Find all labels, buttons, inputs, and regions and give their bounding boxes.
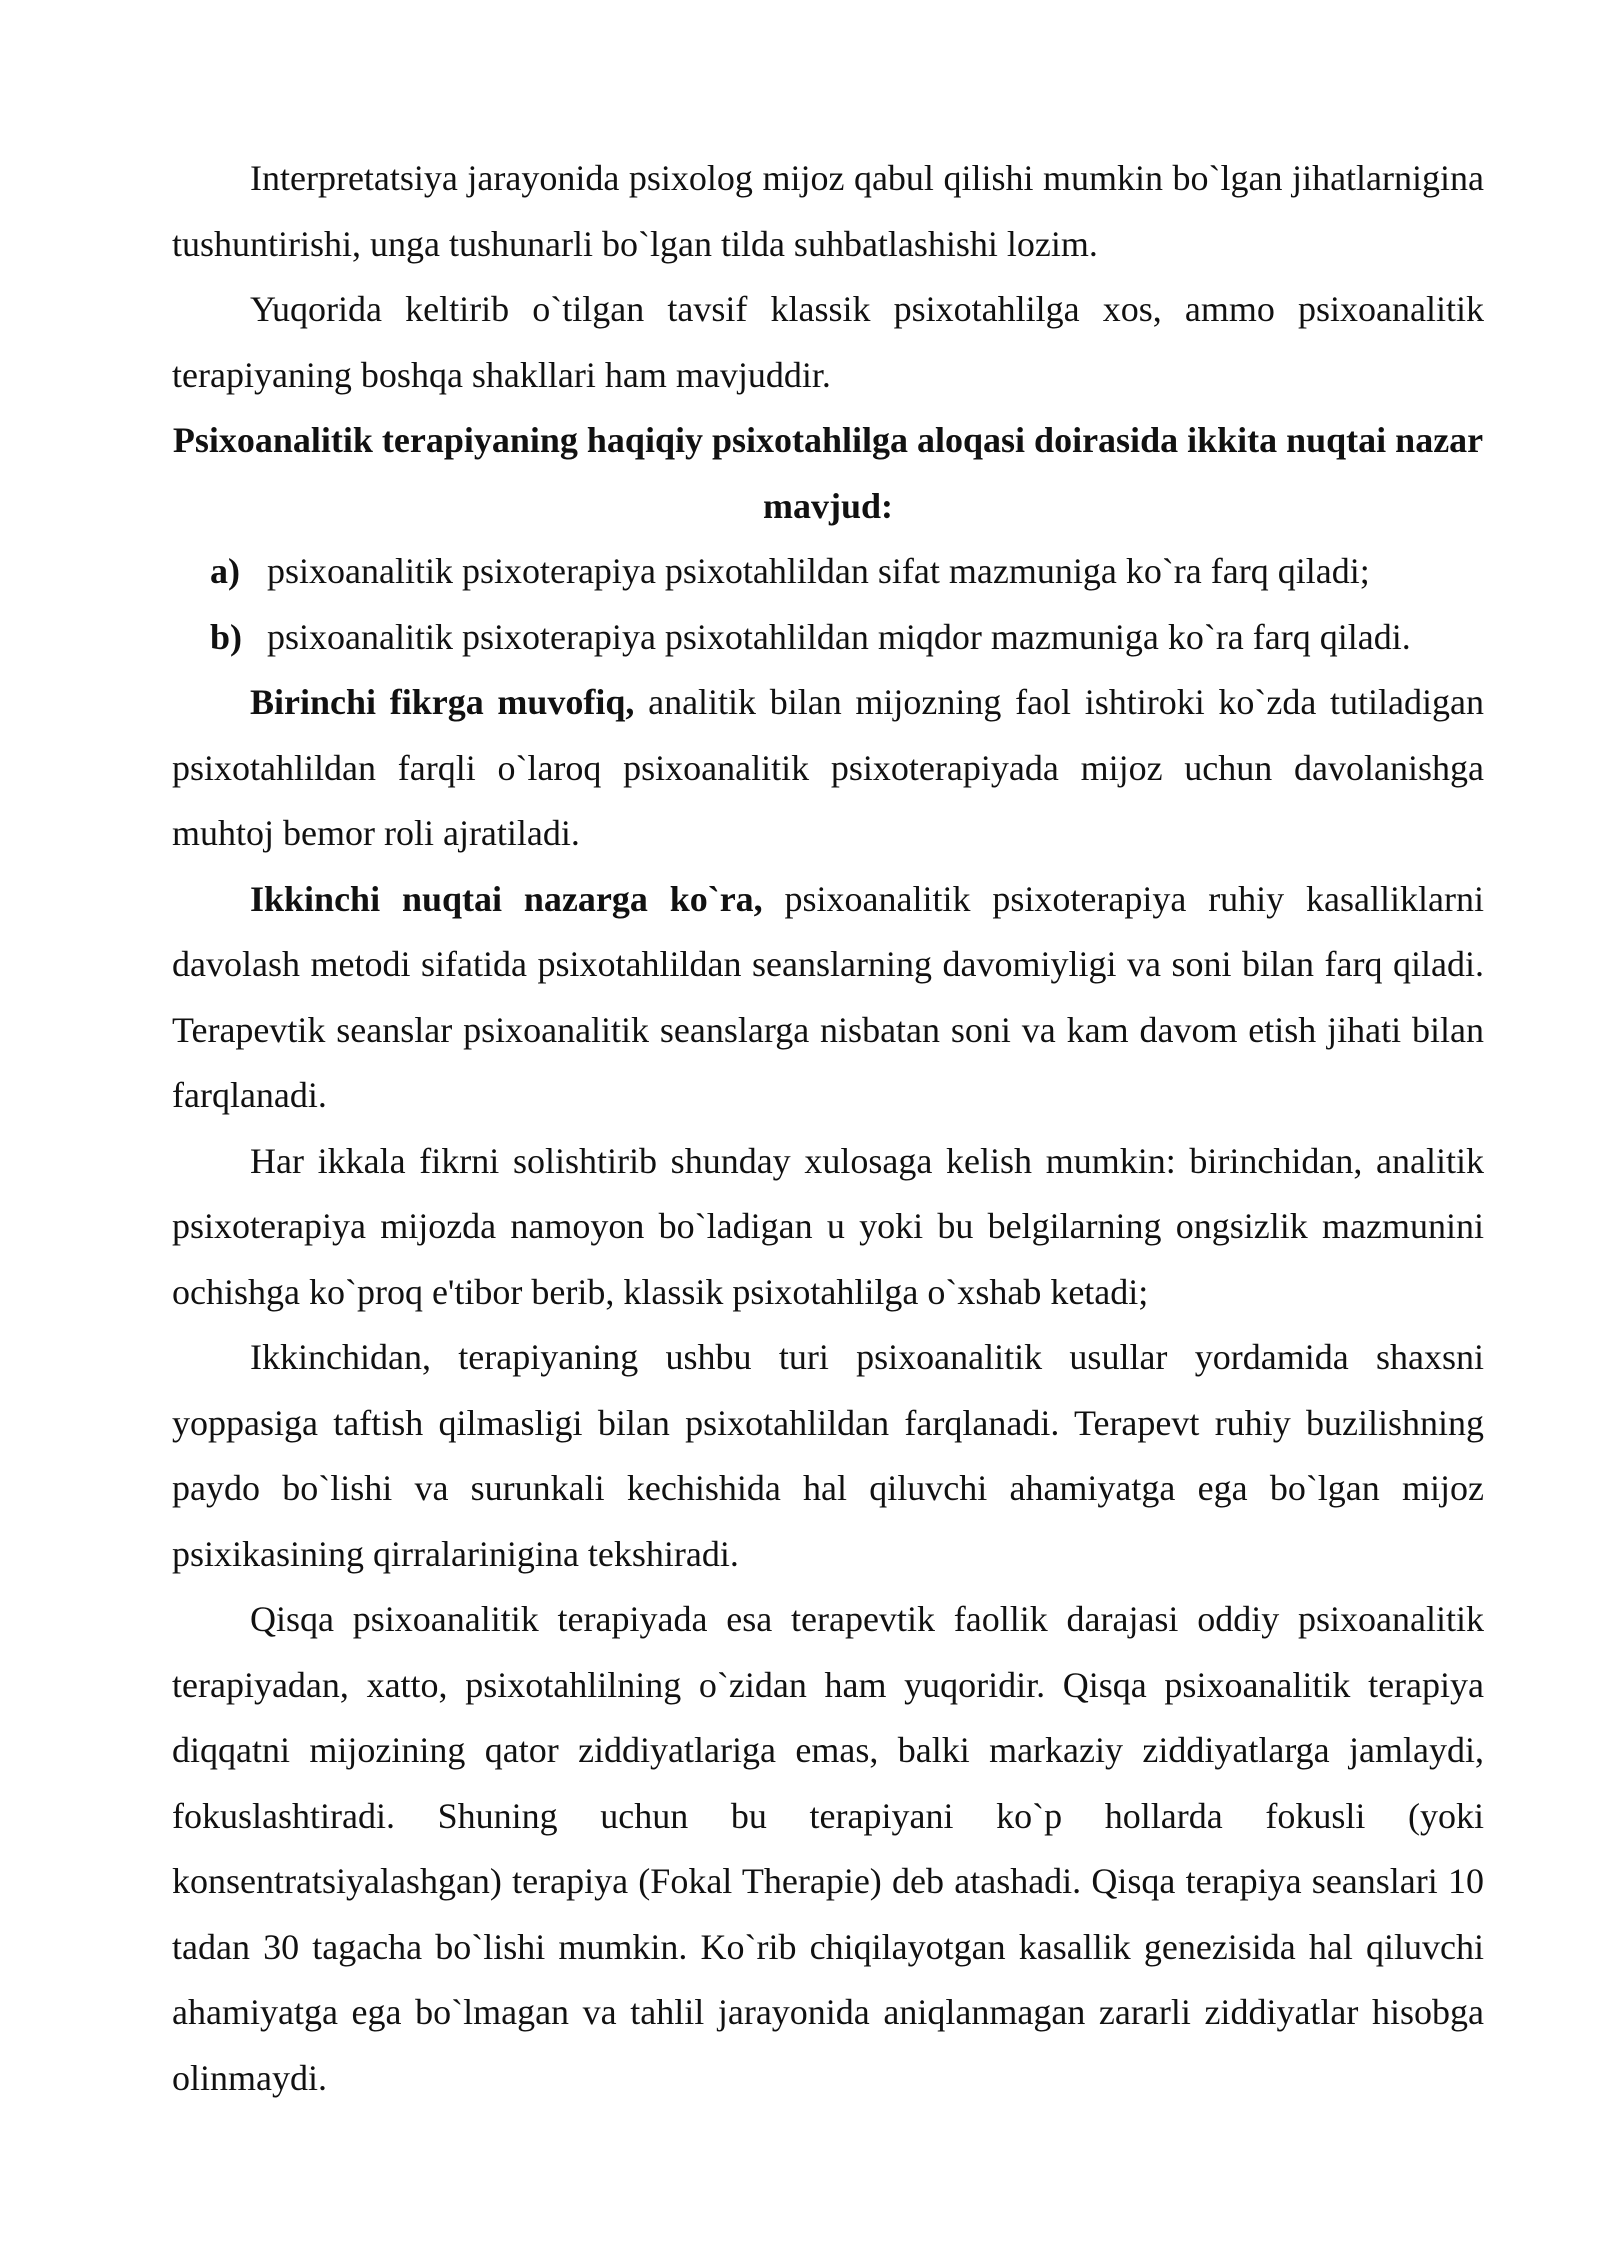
list-item xyxy=(172,605,1484,671)
list-marker: a) xyxy=(210,551,240,591)
bold-lead-in: Birinchi fikrga muvofiq, xyxy=(250,682,635,722)
paragraph-classic-description: Yuqorida keltirib o`tilgan tavsif klassik psixotahlilga xos, ammo psixoanalitik terapiyaning boshqa shakllari ham mavjuddir. xyxy=(172,289,1484,395)
document-page xyxy=(172,146,1484,2111)
paragraph-second-difference: Ikkinchidan, terapiyaning ushbu turi psixoanalitik usullar yordamida shaxsni yoppasiga taftish qilmasligi bilan psixotahlildan farqlanadi. Terapevt ruhiy buzilishning paydo bo`lishi va surunkali kechishida hal qiluvchi ahamiyatga ega bo`lgan mijoz psixikasining qirralarinigina tekshiradi. xyxy=(172,1337,1484,1574)
list-item xyxy=(172,539,1484,605)
paragraph-text: psixoanalitik psixoterapiya ruhiy kasalliklarni davolash metodi sifatida psixotahlildan seanslarning davomiyligi va soni bilan farq qiladi. Terapevtik seanslar psixoanalitik seanslarga nisbatan soni va kam davom etish jihati bilan farqlanadi. xyxy=(172,878,1484,1115)
paragraph-comparison: Har ikkala fikrni solishtirib shunday xulosaga kelish mumkin: birinchidan, analitik psixoterapiya mijozda namoyon bo`ladigan u yoki bu belgilarning ongsizlik mazmunini ochishga ko`proq e'tibor berib, klassik psixotahlilga o`xshab ketadi; xyxy=(172,1140,1484,1312)
paragraph-second-view xyxy=(172,867,1484,1129)
paragraph-first-view xyxy=(172,670,1484,867)
paragraph-interpretation: Interpretatsiya jarayonida psixolog mijoz qabul qilishi mumkin bo`lgan jihatlarnigina tushuntirishi, unga tushunarli bo`lgan tilda suhbatlashishi lozim. xyxy=(172,158,1484,264)
list-marker: b) xyxy=(210,616,243,657)
list-item-text: psixoanalitik psixoterapiya psixotahlildan sifat mazmuniga ko`ra farq qiladi; xyxy=(267,551,1370,591)
section-heading: Psixoanalitik terapiyaning haqiqiy psixotahlilga aloqasi doirasida ikkita nuqtai nazar mavjud: xyxy=(172,420,1484,526)
bold-lead-in: Ikkinchi nuqtai nazarga ko`ra, xyxy=(250,878,763,919)
paragraph-text: analitik bilan mijozning faol ishtiroki ko`zda tutiladigan psixotahlildan farqli o`laroq psixoanalitik psixoterapiyada mijoz uchun davolanishga muhtoj bemor roli ajratiladi. xyxy=(172,682,1485,853)
viewpoints-list xyxy=(172,539,1484,670)
paragraph-short-therapy: Qisqa psixoanalitik terapiyada esa terapevtik faollik darajasi oddiy psixoanalitik terapiyadan, xatto, psixotahlilning o`zidan ham yuqoridir. Qisqa psixoanalitik terapiya diqqatni mijozining qator ziddiyatlariga emas, balki markaziy ziddiyatlarga jamlaydi, fokuslashtiradi. Shuning uchun bu terapiyani ko`p hollarda fokusli (yoki konsentratsiyalashgan) terapiya (Fokal Therapie) deb atashadi. Qisqa terapiya seanslari 10 tadan 30 tagacha bo`lishi mumkin. Ko`rib chiqilayotgan kasallik genezisida hal qiluvchi ahamiyatga ega bo`lmagan va tahlil jarayonida aniqlanmagan zararli ziddiyatlar hisobga olinmaydi. xyxy=(172,1599,1484,2098)
list-item-text: psixoanalitik psixoterapiya psixotahlildan miqdor mazmuniga ko`ra farq qiladi. xyxy=(267,616,1411,657)
